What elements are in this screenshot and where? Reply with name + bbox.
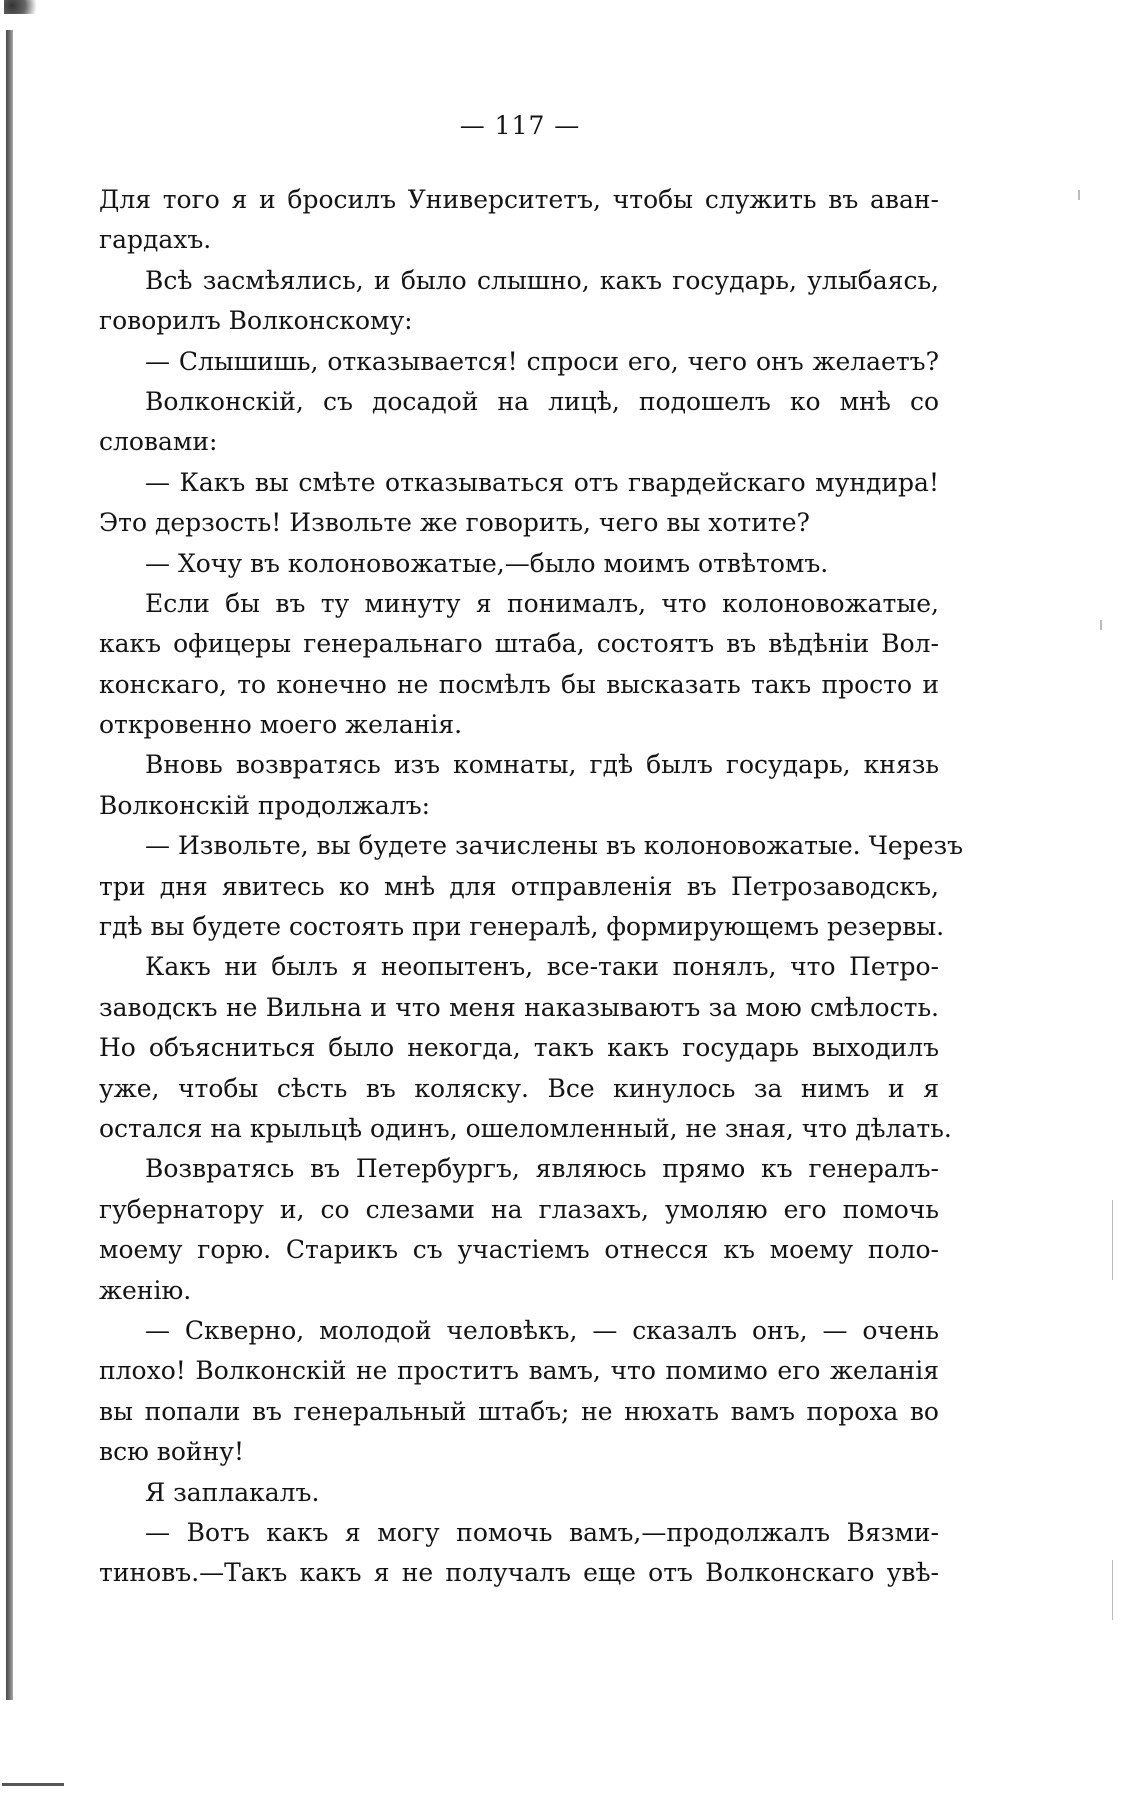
- scan-speck: [1112, 1560, 1113, 1620]
- text-line: Вновь возвратясь изъ комнаты, гдѣ былъ государь, князь: [145, 750, 939, 780]
- text-line: губернатору и, со слезами на глазахъ, умоляю его помочь: [99, 1194, 939, 1224]
- text-line: гардахъ.: [99, 225, 212, 255]
- text-line: — Слышишь, отказывается! спроси его, чего онъ желаетъ?: [145, 346, 939, 376]
- text-line: Волконскій продолжалъ:: [99, 790, 431, 820]
- scan-speck: [1100, 620, 1102, 630]
- scan-bottom-mark: [2, 1783, 64, 1786]
- text-line: — Извольте, вы будете зачислены въ колоновожатые. Черезъ: [145, 831, 964, 861]
- text-line: Волконскій, съ досадой на лицѣ, подошелъ ко мнѣ со: [145, 386, 939, 416]
- text-line: конскаго, то конечно не посмѣлъ бы высказать такъ просто и: [99, 669, 939, 699]
- page-number: — 117 —: [459, 111, 581, 140]
- text-line: гдѣ вы будете состоять при генералѣ, формирующемъ резервы.: [99, 912, 945, 942]
- text-line: уже, чтобы сѣсть въ коляску. Все кинулось за нимъ и я: [99, 1073, 939, 1103]
- text-line: Какъ ни былъ я неопытенъ, все-таки понялъ, что Петро-: [145, 952, 939, 982]
- text-line: моему горю. Старикъ съ участіемъ отнесся къ моему поло-: [99, 1235, 939, 1265]
- text-line: женію.: [99, 1275, 192, 1305]
- text-line: Это дерзость! Извольте же говорить, чего вы хотите?: [99, 508, 810, 538]
- text-line: говорилъ Волконскому:: [99, 306, 413, 336]
- text-line: заводскъ не Вильна и что меня наказываютъ за мою смѣлость.: [99, 992, 939, 1022]
- body-text: [99, 180, 964, 1594]
- text-line: Возвратясь въ Петербургъ, являюсь прямо къ генералъ-: [145, 1154, 939, 1184]
- scan-speck: [1078, 190, 1080, 200]
- binding-shadow: [6, 30, 13, 1700]
- text-line: Всѣ засмѣялись, и было слышно, какъ государь, улыбаясь,: [145, 265, 939, 295]
- text-line: вы попали въ генеральный штабъ; не нюхать вамъ пороха во: [99, 1396, 939, 1426]
- text-line: остался на крыльцѣ одинъ, ошеломленный, не зная, что дѣлать.: [99, 1113, 952, 1143]
- text-line: всю войну!: [99, 1437, 244, 1467]
- scan-speck: [1112, 1200, 1113, 1280]
- text-line: Для того я и бросилъ Университетъ, чтобы служить въ аван-: [99, 185, 939, 214]
- text-line: — Хочу въ колоновожатые,—было моимъ отвѣтомъ.: [145, 548, 829, 578]
- text-line: Если бы въ ту минуту я понималъ, что колоновожатые,: [145, 588, 939, 618]
- text-line: Но объясниться было некогда, такъ какъ государь выходилъ: [99, 1033, 939, 1063]
- text-line: плохо! Волконскій не проститъ вамъ, что помимо его желанія: [99, 1356, 939, 1386]
- text-line: — Вотъ какъ я могу помочь вамъ,—продолжалъ Вязми-: [145, 1517, 939, 1547]
- text-line: — Какъ вы смѣте отказываться отъ гвардейскаго мундира!: [145, 467, 939, 497]
- text-line: — Скверно, молодой человѣкъ, — сказалъ онъ, — очень: [145, 1315, 939, 1345]
- text-line: Я заплакалъ.: [145, 1477, 320, 1507]
- text-line: какъ офицеры генеральнаго штаба, состоятъ въ вѣдѣніи Вол-: [99, 629, 939, 659]
- scan-edge-mark: [4, 0, 44, 14]
- text-line: словами:: [99, 427, 218, 457]
- text-line: три дня явитесь ко мнѣ для отправленія въ Петрозаводскъ,: [99, 871, 939, 901]
- text-line: тиновъ.—Такъ какъ я не получалъ еще отъ Волконскаго увѣ-: [99, 1558, 939, 1588]
- text-line: откровенно моего желанія.: [99, 710, 463, 740]
